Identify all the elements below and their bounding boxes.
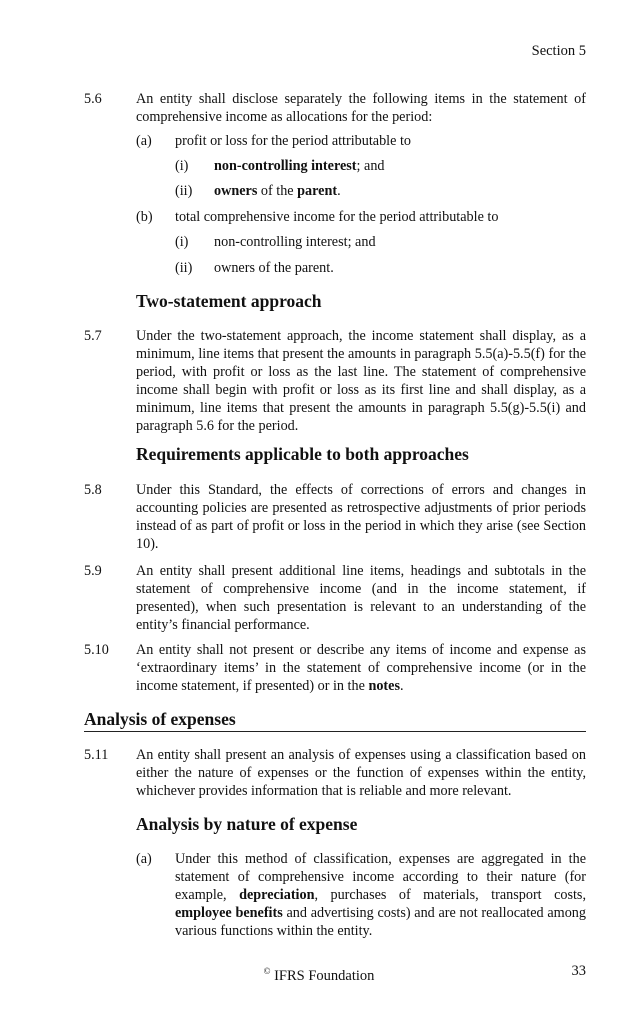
item-a-i-text: non-controlling interest; and — [214, 158, 385, 174]
item-b-text: total comprehensive income for the period attributable to — [175, 209, 499, 225]
page-footer — [0, 962, 638, 985]
heading-two-statement-approach: Two-statement approach — [136, 291, 322, 311]
page-header-section: Section 5 — [531, 43, 586, 59]
paragraph-5-8: Under this Standard, the effects of corrections of errors and changes in accounting policies are presented as retrospective adjustments of prior periods instead of as part of profit or loss in the period in which they arise (see Section 10). — [136, 482, 586, 552]
copyright-symbol: © — [263, 966, 271, 976]
item-b-label: (b) — [136, 209, 153, 225]
item-a-text: profit or loss for the period attributable to — [175, 133, 412, 149]
item-a-nature-text: Under this method of classification, expenses are aggregated in the statement of comprehensive income according to their nature (for example, depreciation, purchases of materials, transport costs, employee benefits and advertising costs) and are not reallocated among various functions within the entity. — [175, 851, 586, 939]
item-a-ii-text: owners of the parent. — [214, 183, 341, 199]
item-a-i-label: (i) — [175, 158, 189, 174]
paragraph-number-5-11: 5.11 — [84, 747, 109, 763]
paragraph-5-10: An entity shall not present or describe any items of income and expense as ‘extraordinary items’ in the statement of comprehensive income (or in the income statement, if presented) or in the notes. — [136, 642, 586, 694]
item-a-ii-label: (ii) — [175, 183, 193, 199]
paragraph-5-7: Under the two-statement approach, the income statement shall display, as a minimum, line items that present the amounts in paragraph 5.5(a)-5.5(f) for the period, with profit or loss as the last line. The statement of comprehensive income shall begin with profit or loss as its first line and shall display, as a minimum, line items that present the amounts in paragraph 5.5(g)-5.5(i) and paragraph 5.6 for the period. — [136, 328, 586, 434]
item-a-label: (a) — [136, 133, 152, 149]
section-heading-analysis-of-expenses: Analysis of expenses — [84, 710, 586, 732]
paragraph-5-6: An entity shall disclose separately the following items in the statement of comprehensive income as allocations for the period: — [136, 91, 586, 125]
page-number: 33 — [571, 963, 586, 979]
heading-requirements-both-approaches: Requirements applicable to both approaches — [136, 444, 469, 464]
item-a-nature-label: (a) — [136, 851, 152, 867]
paragraph-number-5-9: 5.9 — [84, 563, 102, 579]
paragraph-number-5-6: 5.6 — [84, 91, 102, 107]
paragraph-number-5-7: 5.7 — [84, 328, 102, 344]
paragraph-number-5-10: 5.10 — [84, 642, 109, 658]
heading-analysis-by-nature: Analysis by nature of expense — [136, 814, 358, 834]
item-b-i-label: (i) — [175, 234, 189, 250]
paragraph-5-9: An entity shall present additional line items, headings and subtotals in the statement of comprehensive income (and in the income statement, if presented), when such presentation is relevant to an understanding of the entity’s financial performance. — [136, 563, 586, 633]
paragraph-5-11: An entity shall present an analysis of expenses using a classification based on either the nature of expenses or the function of expenses within the entity, whichever provides information that is reliable and more relevant. — [136, 747, 586, 799]
item-b-ii-text: owners of the parent. — [214, 260, 334, 276]
paragraph-number-5-8: 5.8 — [84, 482, 102, 498]
item-b-i-text: non-controlling interest; and — [214, 234, 376, 250]
footer-organization: IFRS Foundation — [274, 968, 375, 984]
item-b-ii-label: (ii) — [175, 260, 193, 276]
